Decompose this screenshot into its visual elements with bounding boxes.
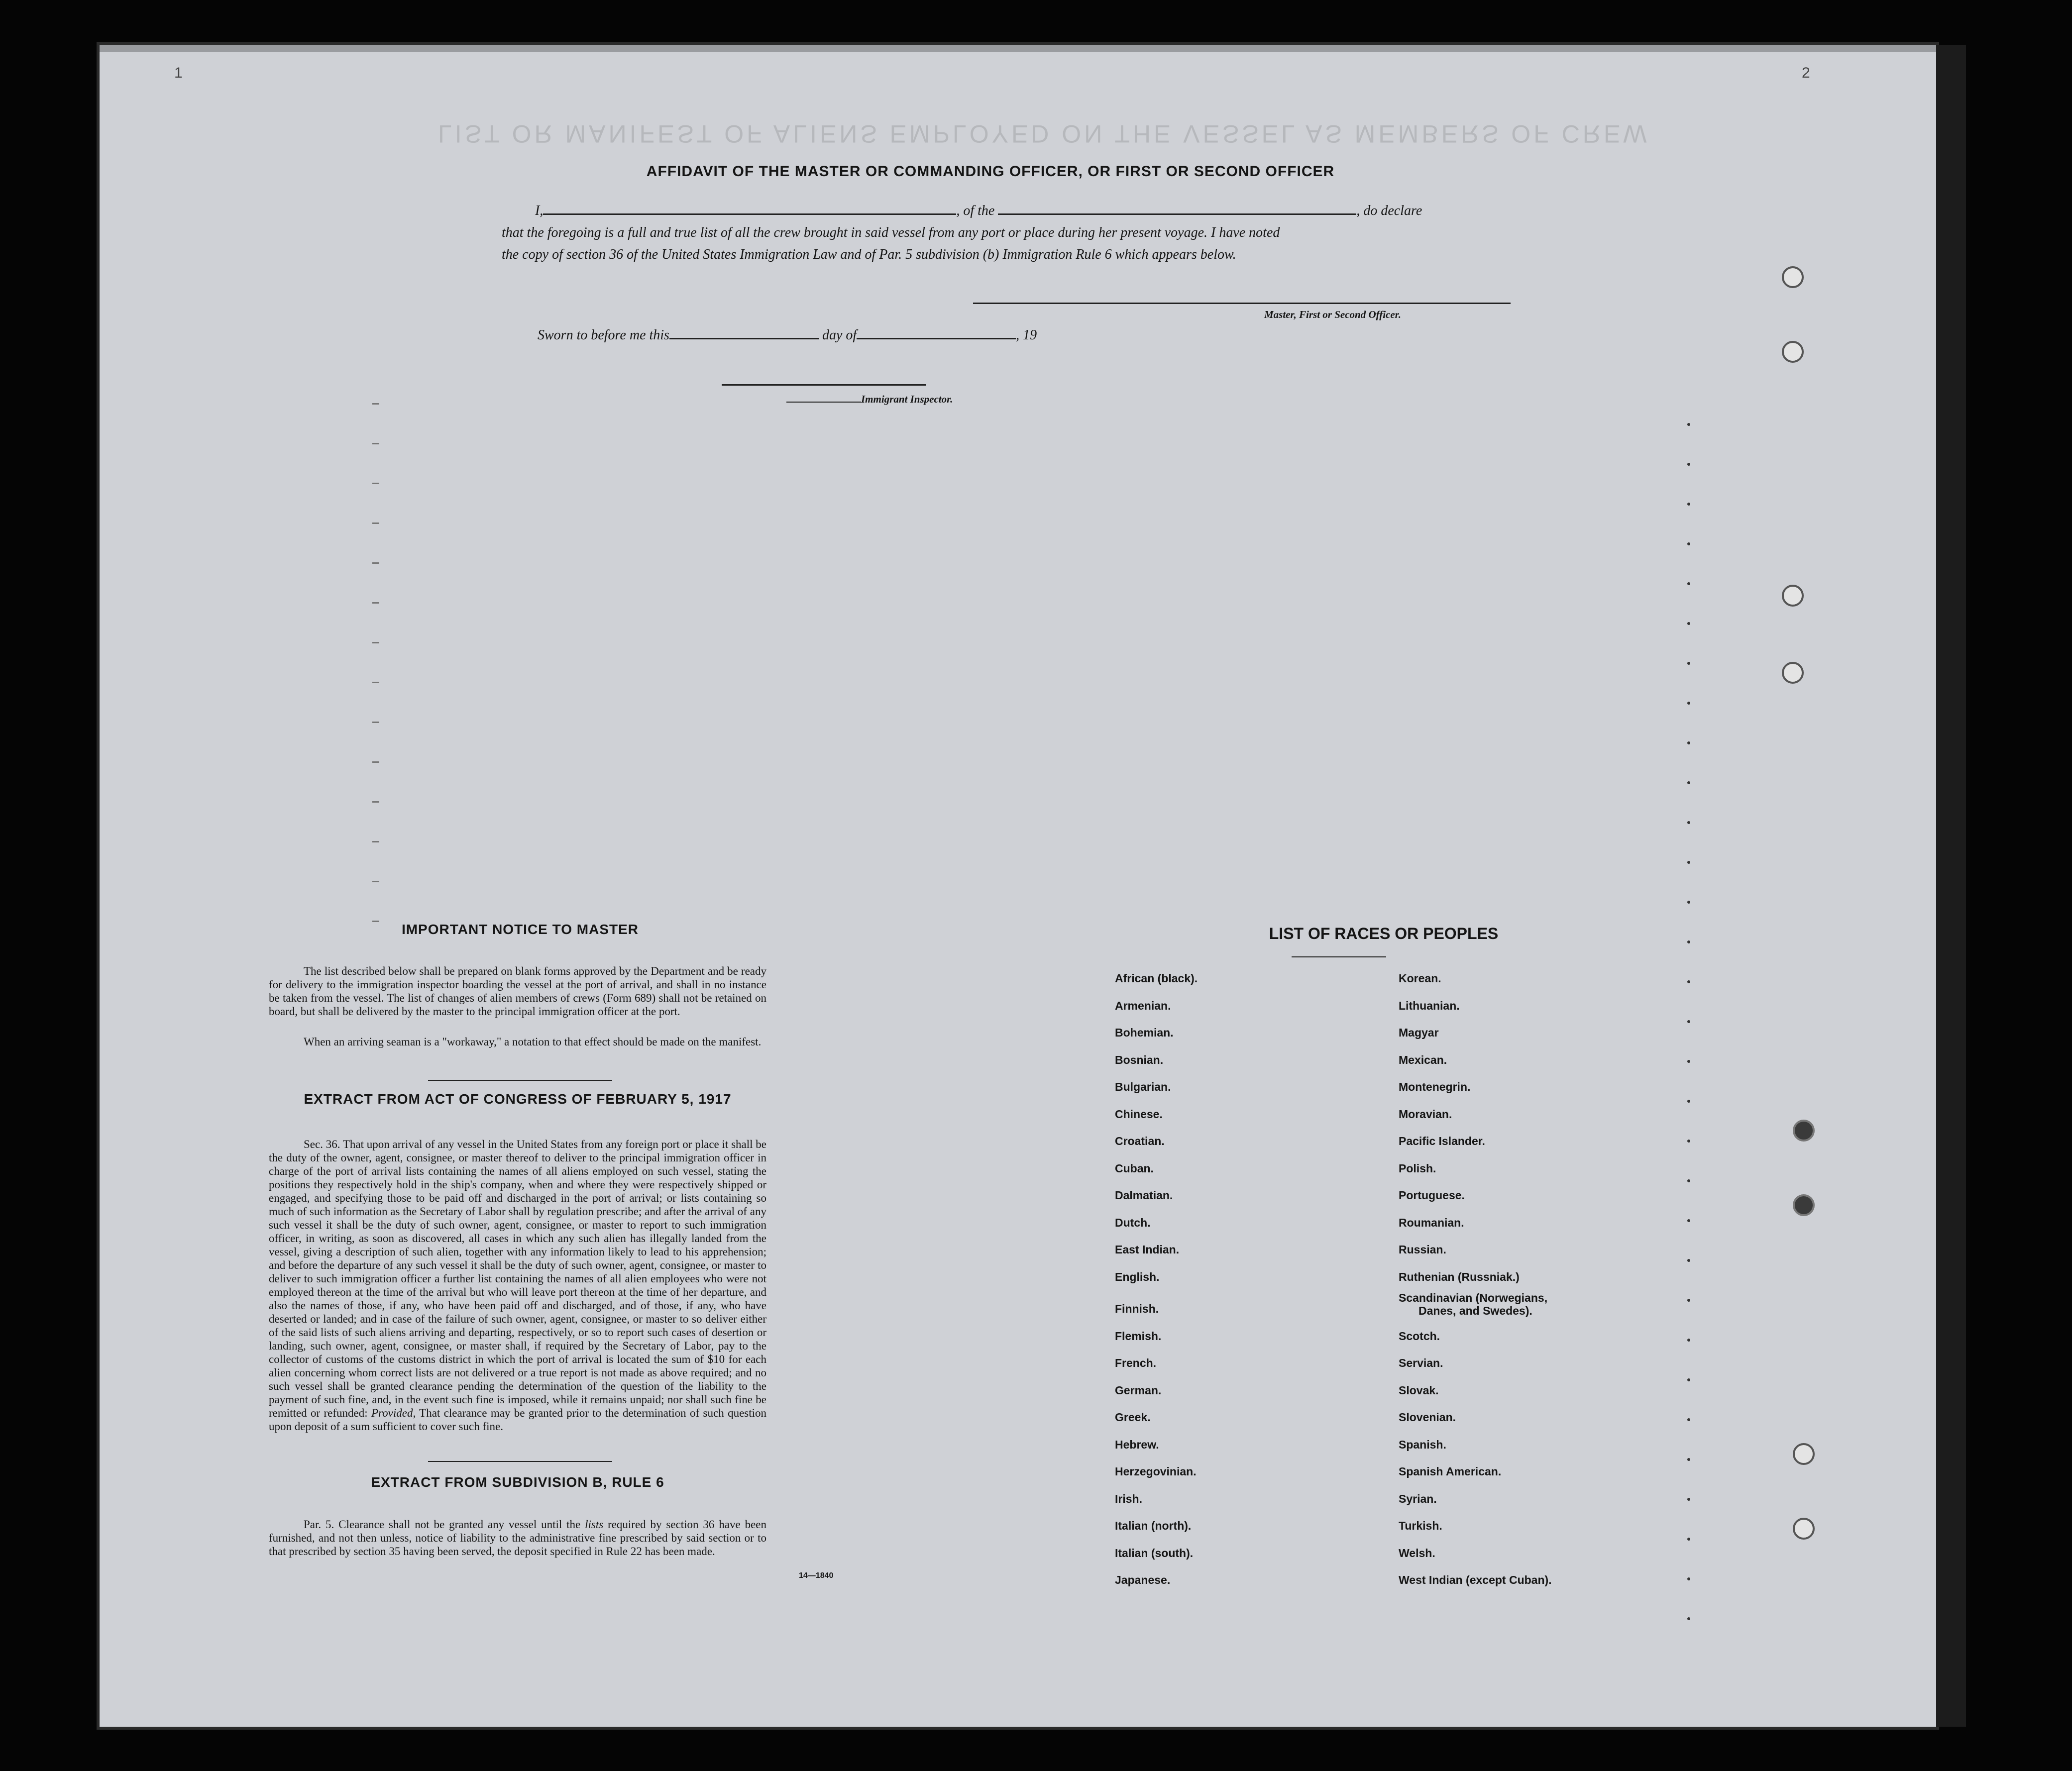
race-item-left: Chinese. xyxy=(1115,1107,1163,1121)
sworn-day-field[interactable] xyxy=(669,338,819,339)
inspector-prefix-line xyxy=(786,402,861,403)
margin-dot xyxy=(1687,781,1690,784)
race-item-left: English. xyxy=(1115,1270,1160,1283)
margin-dot xyxy=(1687,1219,1690,1222)
margin-tick xyxy=(372,602,379,604)
race-item-left: Bohemian. xyxy=(1115,1026,1174,1039)
vessel-name-field[interactable] xyxy=(998,213,1356,215)
affidavit-title: AFFIDAVIT OF THE MASTER OR COMMANDING OFFICER, OR FIRST OR SECOND OFFICER xyxy=(646,163,1335,180)
sworn-label: Sworn to before me this xyxy=(538,327,669,343)
races-title: LIST OF RACES OR PEOPLES xyxy=(1269,925,1499,942)
page-right-edge xyxy=(1936,45,1966,1727)
margin-dot xyxy=(1687,1140,1690,1143)
margin-tick xyxy=(372,682,379,683)
lists-word: lists xyxy=(585,1518,604,1531)
inspector-signature-line[interactable] xyxy=(722,384,926,386)
margin-tick xyxy=(372,403,379,405)
race-item-right: Turkish. xyxy=(1399,1519,1442,1532)
margin-dot xyxy=(1687,542,1690,545)
race-item-left: Hebrew. xyxy=(1115,1438,1159,1451)
sworn-month-field[interactable] xyxy=(857,338,1016,339)
affidavit-line-3: the copy of section 36 of the United States Immigration Law and of Par. 5 subdivision (b) Immigration Rule 6 which appears below. xyxy=(502,247,1236,262)
binder-hole-icon xyxy=(1782,341,1804,363)
race-item-right: Magyar xyxy=(1399,1026,1439,1039)
master-signature-line[interactable] xyxy=(973,303,1511,304)
section-divider xyxy=(428,1080,612,1081)
binder-hole-icon xyxy=(1793,1443,1815,1465)
race-item-right: Servian. xyxy=(1399,1356,1443,1369)
sworn-line xyxy=(538,327,1037,343)
notice-paragraph-1: The list described below shall be prepared on blank forms approved by the Department and be ready for delivery to the immigration inspector boarding the vessel at the port of arrival, and shall in no instance be taken from the vessel. The list of changes of alien members of crews (Form 689) shall not be retained on board, but shall be delivered by the master to the principal immigration officer at the port. xyxy=(269,965,766,1018)
race-item-right: Ruthenian (Russniak.) xyxy=(1399,1270,1520,1283)
race-item-left: Japanese. xyxy=(1115,1573,1171,1586)
extract-act-text xyxy=(269,1138,766,1433)
race-item-left: Herzegovinian. xyxy=(1115,1465,1197,1478)
race-item-right: Roumanian. xyxy=(1399,1216,1464,1229)
section-divider xyxy=(428,1461,612,1462)
race-item-left: Croatian. xyxy=(1115,1135,1165,1147)
of-the-label: , of the xyxy=(956,203,995,218)
day-of-label: day of xyxy=(822,327,857,343)
race-item-left: Flemish. xyxy=(1115,1329,1162,1343)
section-36-text-end: That clearance may be granted prior to the determination of such question upon deposit of a sum sufficient to cover such fine. xyxy=(269,1407,767,1433)
margin-tick xyxy=(372,522,379,524)
margin-dot xyxy=(1687,901,1690,904)
race-item-right: Polish. xyxy=(1399,1161,1436,1175)
binder-hole-icon xyxy=(1782,585,1804,607)
margin-dot xyxy=(1687,702,1690,705)
affidavit-line-1 xyxy=(535,203,1422,219)
margin-dot xyxy=(1687,940,1690,943)
race-item-right: Korean. xyxy=(1399,972,1441,985)
race-item-right: Spanish American. xyxy=(1399,1465,1502,1478)
margin-dot xyxy=(1687,622,1690,625)
rule-text-end: required by section 36 have been furnished, and not then unless, notice of liability to the administrative fine prescribed by said section or to that prescribed by section 35 having been served, the deposit specified in Rule 22 has been made. xyxy=(269,1518,767,1558)
margin-dot xyxy=(1687,1577,1690,1580)
margin-dot xyxy=(1687,1299,1690,1302)
race-item-right: Welsh. xyxy=(1399,1546,1435,1560)
margin-dot xyxy=(1687,1498,1690,1501)
i-label: I, xyxy=(535,203,544,218)
margin-mark-top-left: 1 xyxy=(174,65,183,81)
margin-tick xyxy=(372,801,379,803)
margin-tick xyxy=(372,483,379,484)
race-item-right: Lithuanian. xyxy=(1399,999,1460,1012)
margin-dot xyxy=(1687,662,1690,665)
margin-mark-top-right: 2 xyxy=(1802,65,1810,81)
margin-dot xyxy=(1687,821,1690,824)
race-item-right: Slovenian. xyxy=(1399,1411,1456,1424)
race-item-left: Armenian. xyxy=(1115,999,1171,1012)
declare-label: , do declare xyxy=(1356,203,1422,218)
margin-dot xyxy=(1687,1378,1690,1381)
race-item-left: African (black). xyxy=(1115,972,1198,985)
margin-dot xyxy=(1687,741,1690,744)
margin-dot xyxy=(1687,1538,1690,1541)
margin-dot xyxy=(1687,1458,1690,1461)
race-item-left: German. xyxy=(1115,1383,1162,1397)
margin-dot xyxy=(1687,1617,1690,1620)
margin-dot xyxy=(1687,423,1690,426)
year-label: , 19 xyxy=(1016,327,1037,343)
notice-title: IMPORTANT NOTICE TO MASTER xyxy=(401,922,639,937)
inspector-line xyxy=(786,393,953,406)
document-page xyxy=(100,45,1936,1727)
page-top-edge xyxy=(100,45,1936,52)
margin-tick xyxy=(372,841,379,842)
margin-dot xyxy=(1687,1100,1690,1103)
binder-hole-icon xyxy=(1782,266,1804,288)
race-item-left: Dalmatian. xyxy=(1115,1189,1173,1202)
race-item-right: Scandinavian (Norwegians, xyxy=(1399,1291,1548,1304)
margin-tick xyxy=(372,761,379,763)
race-item-left: Finnish. xyxy=(1115,1302,1159,1315)
margin-dot xyxy=(1687,1418,1690,1421)
margin-tick xyxy=(372,562,379,564)
margin-dot xyxy=(1687,980,1690,983)
margin-tick xyxy=(372,642,379,643)
extract-rule-title: EXTRACT FROM SUBDIVISION B, RULE 6 xyxy=(371,1474,664,1490)
race-item-left: Italian (north). xyxy=(1115,1519,1192,1532)
margin-dot xyxy=(1687,1060,1690,1063)
race-item-left: Irish. xyxy=(1115,1492,1142,1505)
race-item-right: Montenegrin. xyxy=(1399,1080,1471,1093)
officer-name-field[interactable] xyxy=(543,213,956,215)
binder-hole-icon xyxy=(1793,1518,1815,1540)
race-item-left: French. xyxy=(1115,1356,1157,1369)
inspector-label: Immigrant Inspector. xyxy=(861,393,953,405)
race-item-left: Bulgarian. xyxy=(1115,1080,1171,1093)
race-item-left: Greek. xyxy=(1115,1411,1151,1424)
notice-paragraph-2: When an arriving seaman is a "workaway," a notation to that effect should be made on the manifest. xyxy=(304,1036,762,1048)
race-item-right: West Indian (except Cuban). xyxy=(1399,1573,1552,1586)
race-item-right: Syrian. xyxy=(1399,1492,1437,1505)
binder-hole-icon xyxy=(1793,1120,1815,1142)
race-item-right: Moravian. xyxy=(1399,1107,1452,1121)
race-item-left: Dutch. xyxy=(1115,1216,1151,1229)
race-item-right: Scotch. xyxy=(1399,1329,1440,1343)
form-number: 14—1840 xyxy=(799,1571,834,1580)
race-item-right: Pacific Islander. xyxy=(1399,1135,1485,1147)
race-item-left: Italian (south). xyxy=(1115,1546,1194,1560)
races-title-underline xyxy=(1292,956,1386,957)
margin-tick xyxy=(372,443,379,444)
race-item-left: East Indian. xyxy=(1115,1243,1180,1256)
race-item-right: Danes, and Swedes). xyxy=(1418,1304,1532,1317)
bleed-through-text: LIST OR MANIFEST OF ALIENS EMPLOYED ON THE VESSEL AS MEMBERS OF CREW xyxy=(438,120,1650,148)
margin-dot xyxy=(1687,1339,1690,1342)
extract-rule-text xyxy=(269,1518,766,1558)
extract-act-title: EXTRACT FROM ACT OF CONGRESS OF FEBRUARY 5, 1917 xyxy=(304,1091,732,1107)
race-item-right: Slovak. xyxy=(1399,1383,1439,1397)
margin-tick xyxy=(372,881,379,882)
margin-tick xyxy=(372,722,379,723)
section-36-text: Sec. 36. That upon arrival of any vessel in the United States from any foreign port or place it shall be the duty of the owner, agent, consignee, or master thereof to deliver to the principal immigration officer in charge of the port of arrival lists containing the names of all aliens employed on such vessel, stating the positions they respectively hold in the ship's company, when and where they were respectively shipped or engaged, and specifying those to be paid off and discharged in the port of arrival; or lists containing so much of such information as the Secretary of Labor shall by regulation prescribe; and after the arrival of any such vessel it shall be the duty of such owner, agent, consignee, or master to report to such immigration officer, in writing, as soon as discovered, all cases in which any such alien has illegally landed from the vessel, giving a description of such alien, together with any information likely to lead to his apprehension; and before the departure of any such vessel it shall be the duty of such owner, agent, consignee, or master to deliver to such immigration officer a further list containing the names of all alien employees who were not employed thereon at the time of the arrival but who will leave port thereon at the time of her departure, and also the names of those, if any, who have been paid off and discharged, and of those, if any, who have deserted or landed; and in case of the failure of such owner, agent, consignee, or master to so deliver either of the said lists of such aliens arriving and departing, respectively, or so to report such cases of desertion or landing, such owner, agent, consignee, or master shall, if required by the Secretary of Labor, pay to the collector of customs of the customs district in which the port of arrival is located the sum of $10 for each alien concerning whom correct lists are not delivered or a true report is not made as above required; and no such vessel shall be granted clearance pending the determination of the question of the liability to the payment of such fine, and, in the event such fine is imposed, while it remains unpaid; nor shall such fine be remitted or refunded: xyxy=(269,1138,766,1419)
binder-hole-icon xyxy=(1793,1194,1815,1216)
race-item-right: Spanish. xyxy=(1399,1438,1446,1451)
margin-dot xyxy=(1687,503,1690,506)
margin-dot xyxy=(1687,582,1690,585)
affidavit-line-2: that the foregoing is a full and true list of all the crew brought in said vessel from any port or place during her present voyage. I have noted xyxy=(502,225,1280,240)
race-item-right: Russian. xyxy=(1399,1243,1446,1256)
master-signature-label: Master, First or Second Officer. xyxy=(1264,309,1401,320)
race-item-right: Mexican. xyxy=(1399,1053,1447,1066)
margin-dot xyxy=(1687,1259,1690,1262)
provided-word: Provided, xyxy=(371,1407,416,1419)
race-item-left: Cuban. xyxy=(1115,1161,1154,1175)
margin-dot xyxy=(1687,1179,1690,1182)
margin-dot xyxy=(1687,861,1690,864)
margin-dot xyxy=(1687,1020,1690,1023)
race-item-left: Bosnian. xyxy=(1115,1053,1164,1066)
race-item-right: Portuguese. xyxy=(1399,1189,1465,1202)
rule-text-start: Par. 5. Clearance shall not be granted any vessel until the xyxy=(304,1518,581,1531)
margin-dot xyxy=(1687,463,1690,466)
binder-hole-icon xyxy=(1782,662,1804,684)
